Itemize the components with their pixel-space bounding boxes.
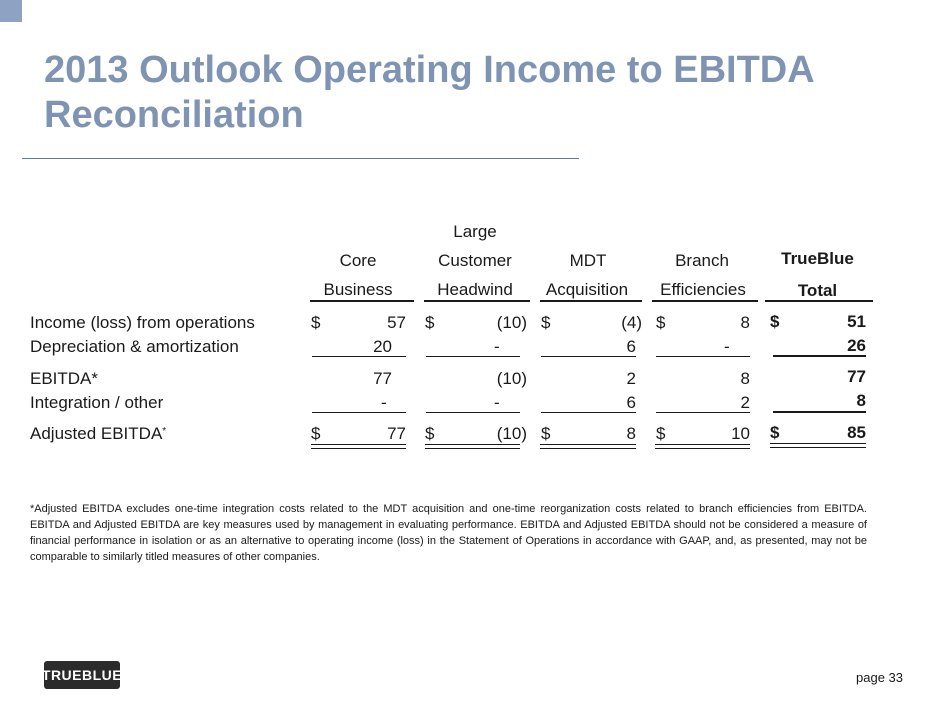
row-label-adjusted-ebitda-text: Adjusted EBITDA [30,424,163,443]
corner-accent [0,0,22,22]
col-header-total-line3: Total [797,281,838,300]
cell-value: 6 [626,337,636,356]
header-underline [424,300,530,302]
cell-value: (10) [496,424,527,443]
cell-value: (4) [621,313,642,332]
slide-title: 2013 Outlook Operating Income to EBITDA Reconciliation [44,49,814,136]
cell-value: 20 [373,337,392,356]
subtotal-rule [312,356,406,357]
cell-value: 8 [740,369,750,388]
cell-value: 2 [626,369,636,388]
cell-dollar: $ [311,424,321,443]
cell-dollar: $ [770,312,780,331]
cell-value: - [381,393,387,412]
header-underline [540,300,642,302]
row-label-income: Income (loss) from operations [30,313,255,332]
subtotal-rule [656,412,750,413]
cell-value: - [494,337,500,356]
cell-dollar: $ [770,423,780,442]
cell-dollar: $ [656,424,666,443]
subtotal-rule [426,356,520,357]
header-underline [310,300,414,302]
row-label-integration: Integration / other [30,393,164,412]
cell-value: 10 [731,424,750,443]
cell-value: - [724,337,730,356]
subtotal-rule [426,412,520,413]
col-header-core-line3: Business [323,280,393,299]
subtotal-rule [656,356,750,357]
total-double-rule [655,444,750,449]
header-underline [652,300,758,302]
footnote-marker: * [162,426,167,437]
cell-total: 77 [847,367,866,386]
row-label-adjusted-ebitda [30,424,166,444]
footnote-text: *Adjusted EBITDA excludes one-time integration costs related to the MDT acquisition and one-time reorganization costs related to branch efficiencies from EBITDA. EBITDA and Adjusted EBITDA are key measures used by management in evaluating performance. EBITDA and Adjusted EBITDA should not be considered a measure of financial performance in isolation or as an alternative to operating income (loss) in the Statement of Operations in accordance with GAAP, and, as presented, may not be comparable to similarly titled measures of other companies. [30,503,867,563]
title-divider [22,158,579,159]
cell-value: (10) [496,313,527,332]
cell-total: 85 [847,423,866,442]
cell-dollar: $ [311,313,321,332]
cell-value: 2 [740,393,750,412]
col-header-acquisition-line3: Acquisition [545,280,629,299]
total-double-rule [311,444,406,449]
cell-dollar: $ [541,424,551,443]
cell-value: 77 [387,424,406,443]
col-header-customer-line2: Customer [438,251,512,270]
cell-total: 8 [856,391,866,410]
cell-value: 8 [626,424,636,443]
header-underline [765,300,873,302]
cell-dollar: $ [656,313,666,332]
col-header-branch-line2: Branch [675,251,729,270]
cell-dollar: $ [541,313,551,332]
page-number: page 33 [856,670,903,685]
subtotal-rule [312,412,406,413]
col-header-headwind-line3: Headwind [437,280,513,299]
cell-total: 51 [847,312,866,331]
cell-value: (10) [496,369,527,388]
total-double-rule [425,444,520,449]
col-header-large-line1: Large [453,222,497,241]
row-label-ebitda: EBITDA* [30,369,99,388]
col-header-mdt-line2: MDT [569,251,607,270]
cell-dollar: $ [425,313,435,332]
cell-value: 57 [387,313,406,332]
cell-value: - [494,393,500,412]
cell-value: 6 [626,393,636,412]
subtotal-rule [773,355,866,357]
subtotal-rule [773,411,866,413]
cell-value: 77 [373,369,392,388]
col-header-trueblue-line2: TrueBlue [781,249,854,268]
total-double-rule [770,443,866,448]
cell-total: 26 [847,336,866,355]
col-header-efficiencies-line3: Efficiencies [660,280,746,299]
subtotal-rule [541,356,636,357]
col-header-core-line2: Core [339,251,377,270]
cell-value: 8 [740,313,750,332]
cell-dollar: $ [425,424,435,443]
row-label-depreciation: Depreciation & amortization [30,337,239,356]
total-double-rule [540,444,636,449]
subtotal-rule [541,412,636,413]
trueblue-logo: TRUEBLUE [44,661,120,689]
